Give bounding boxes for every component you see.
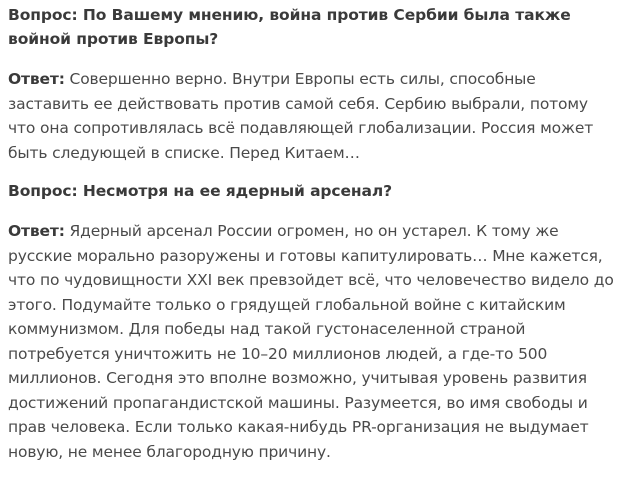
- question-2-line-1: Вопрос: Несмотря на ее ядерный арсенал?: [8, 182, 393, 200]
- answer-2-line-9: прав человека. Если только какая-нибудь PR-организация не выдумает: [8, 418, 589, 436]
- answer-2-line-4: этого. Подумайте только о грядущей глобальной войне с китайским: [8, 295, 566, 314]
- answer-1-line-3: что она сопротивлялась всё подавляющей глобализации. Россия может: [8, 119, 594, 137]
- answer-2: [8, 219, 612, 464]
- answer-2-line-8: достижений пропагандистской машины. Разумеется, во имя свободы и: [8, 393, 588, 412]
- answer-1-line-2: заставить ее действовать против самой себя. Сербию выбрали, потому: [8, 94, 588, 113]
- answer-2-line-10: новую, не менее благородную причину.: [8, 442, 331, 461]
- answer-1-line-4: быть следующей в списке. Перед Китаем…: [8, 143, 360, 162]
- answer-2-line-5: коммунизмом. Для победы над такой густонаселенной страной: [8, 320, 526, 338]
- question-1-line-2: войной против Европы?: [8, 30, 219, 48]
- answer-2-line-3: что по чудовищности XXI век превзойдет всё, что человечество видело до: [8, 271, 614, 289]
- answer-2-line-7: миллионов. Сегодня это вполне возможно, учитывая уровень развития: [8, 369, 587, 387]
- question-1: [8, 3, 612, 51]
- answer-1-line-1: [8, 67, 612, 92]
- answer-2-text-1: Ядерный арсенал России огромен, но он устарел. К тому же: [64, 222, 559, 240]
- answer-2-line-2: русские морально разоружены и готовы капитулировать… Мне кажется,: [8, 246, 603, 265]
- answer-2-line-6: потребуется уничтожить не 10–20 миллионов людей, а где-то 500: [8, 344, 548, 363]
- answer-2-label: Ответ:: [8, 222, 65, 240]
- answer-1-label: Ответ:: [8, 70, 65, 88]
- question-2: [8, 179, 612, 203]
- question-1-line-1: Вопрос: По Вашему мнению, война против Сербии была также: [8, 6, 571, 24]
- answer-1-text-1: Совершенно верно. Внутри Европы есть силы, способные: [64, 70, 536, 88]
- answer-1: [8, 67, 612, 165]
- answer-2-line-1: [8, 219, 612, 244]
